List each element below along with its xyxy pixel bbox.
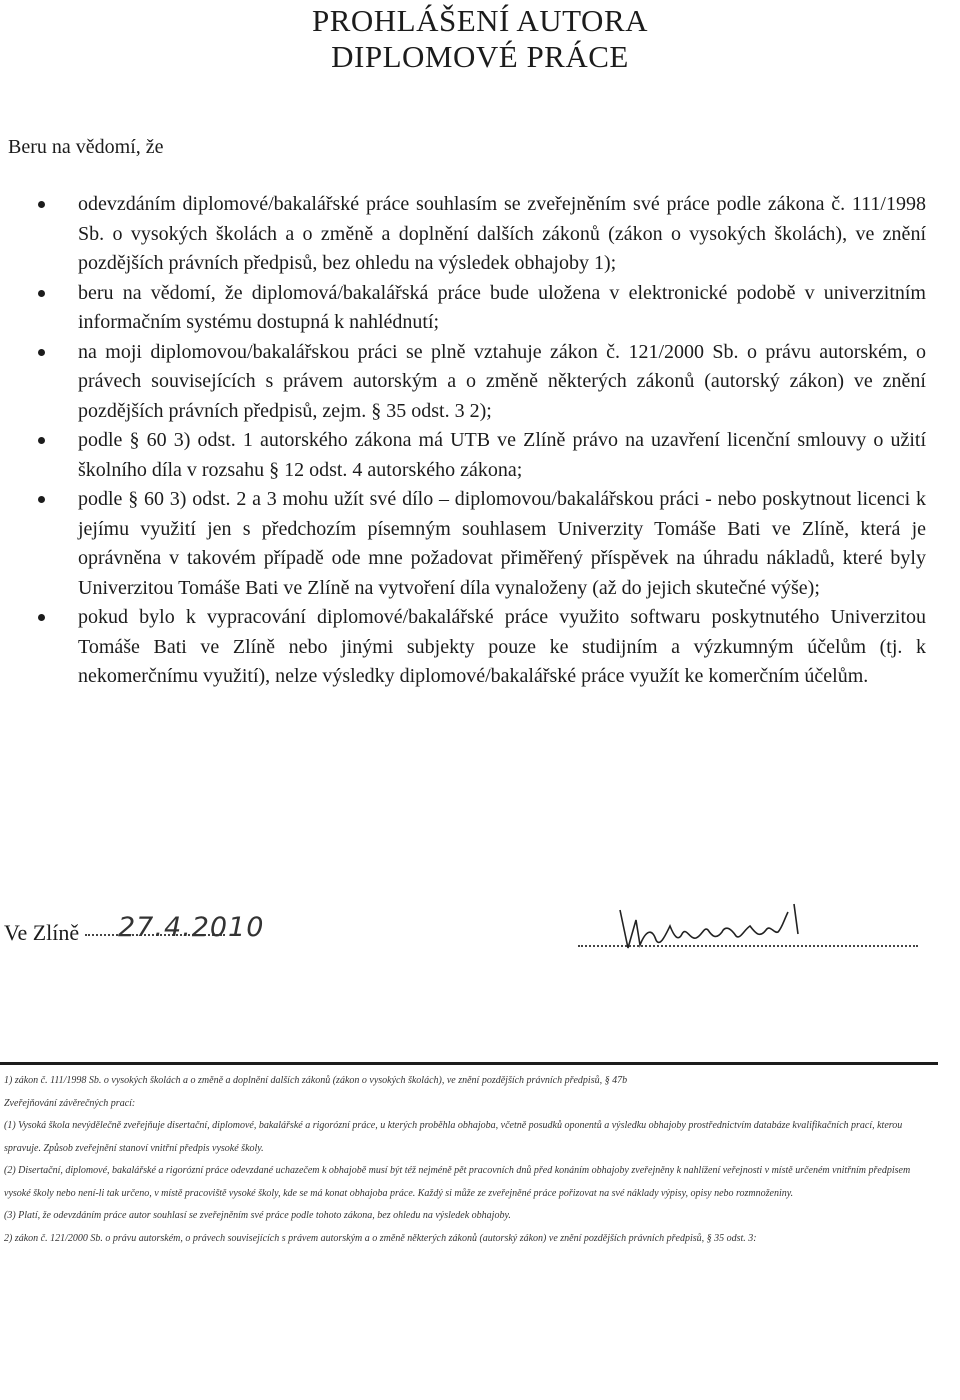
handwritten-date: 27.4.2010 [118,912,265,943]
footnote: 1) zákon č. 111/1998 Sb. o vysokých školách a o změně a doplnění dalších zákonů (zákon o vysokých školách), ve znění pozdějších právních předpisů, § 47b [4,1075,628,1086]
document-title-line1: PROHLÁŠENÍ AUTORA [311,3,649,38]
bullet-icon [38,349,45,356]
document-title-line2: DIPLOMOVÉ PRÁCE [331,39,629,74]
list-item [38,426,926,485]
list-item-text: na moji diplomovou/bakalářskou práci se plně vztahuje zákon č. 121/2000 Sb. o právu autorském, o právech souvisejících s právem autorským a o změně některých zákonů (autorský zákon) ve znění pozdějších právních předpisů, zejm. § 35 odst. 3 2); [78,340,926,422]
bullet-icon [38,201,45,208]
footnote: 2) zákon č. 121/2000 Sb. o právu autorském, o právech souvisejících s právem autorským a o změně některých zákonů (autorský zákon) ve znění pozdějších právních předpisů, § 35 odst. 3: [4,1232,757,1244]
bullet-icon [38,496,45,503]
list-item [38,338,926,427]
list-item-text: podle § 60 3) odst. 1 autorského zákona má UTB ve Zlíně právo na uzavření licenční smlouvy o užití školního díla v rozsahu § 12 odst. 4 autorského zákona; [78,429,926,481]
bullet-icon [38,614,45,621]
footnote: (2) Disertační, diplomové, bakalářské a rigorózní práce odevzdané uchazečem k obhajobě musí být též nejméně pět pracovních dnů před konáním obhajoby zveřejněny k nahlížení veřejnosti v místě určeném vnitřním předpisem vysoké školy nebo není-li tak určeno, v místě pracoviště vysoké školy, kde se má konat obhajoba práce. Každý si může ze zveřejněné práce pořizovat na své náklady výpisy, opisy nebo rozmnoženiny. [4,1165,911,1199]
list-item [38,190,926,279]
list-item-text: odevzdáním diplomové/bakalářské práce souhlasím se zveřejněním své práce podle zákona č. 111/1998 Sb. o vysokých školách a o změně a doplnění dalších zákonů (zákon o vysokých školách), ve znění pozdějších právních předpisů, bez ohledu na výsledek obhajoby 1); [78,193,926,274]
place-label: Ve Zlíně [4,920,80,945]
list-item [38,603,926,692]
footnote: Zveřejňování závěrečných prací: [4,1097,136,1109]
footnote: (3) Platí, že odevzdáním práce autor souhlasí se zveřejněním své práce podle tohoto zákona, bez ohledu na výsledek obhajoby. [4,1210,511,1221]
intro-text: Beru na vědomí, že [8,136,164,158]
footnotes [4,1070,924,1250]
bullet-icon [38,437,45,444]
signature-image [610,890,810,960]
footnote: (1) Vysoká škola nevýdělečně zveřejňuje disertační, diplomové, bakalářské a rigorózní práce, u kterých proběhla obhajoba, včetně posudků oponentů a výsledku obhajoby prostřednictvím databáze kvalifikačních prací, kterou spravuje. Způsob zveřejnění stanoví vnitřní předpis vysoké školy. [4,1120,903,1154]
list-item [38,485,926,603]
list-item-text: podle § 60 3) odst. 2 a 3 mohu užít své dílo – diplomovou/bakalářskou práci - nebo poskytnout licenci k jejímu využití jen s předchozím písemným souhlasem Univerzity Tomáše Bati ve Zlíně, která je oprávněna v takovém případě ode mne požadovat přiměřený příspěvek na úhradu nákladů, které byly Univerzitou Tomáše Bati ve Zlíně na vytvoření díla vynaloženy (až do jejich skutečné výše); [78,488,926,599]
signature-dotted-line [578,945,918,947]
list-item [38,279,926,338]
declaration-list [38,190,926,692]
list-item-text: beru na vědomí, že diplomová/bakalářská práce bude uložena v elektronické podobě v univerzitním informačním systému dostupná k nahlédnutí; [78,281,926,333]
footnote-divider [0,1062,938,1065]
list-item-text: pokud bylo k vypracování diplomové/bakalářské práce využito softwaru poskytnutého Univerzitou Tomáše Bati ve Zlíně nebo jinými subjekty pouze ke studijním a výzkumným účelům (tj. k nekomerčnímu využití), nelze výsledky diplomové/bakalářské práce využít ke komerčním účelům. [78,606,926,687]
bullet-icon [38,290,45,297]
